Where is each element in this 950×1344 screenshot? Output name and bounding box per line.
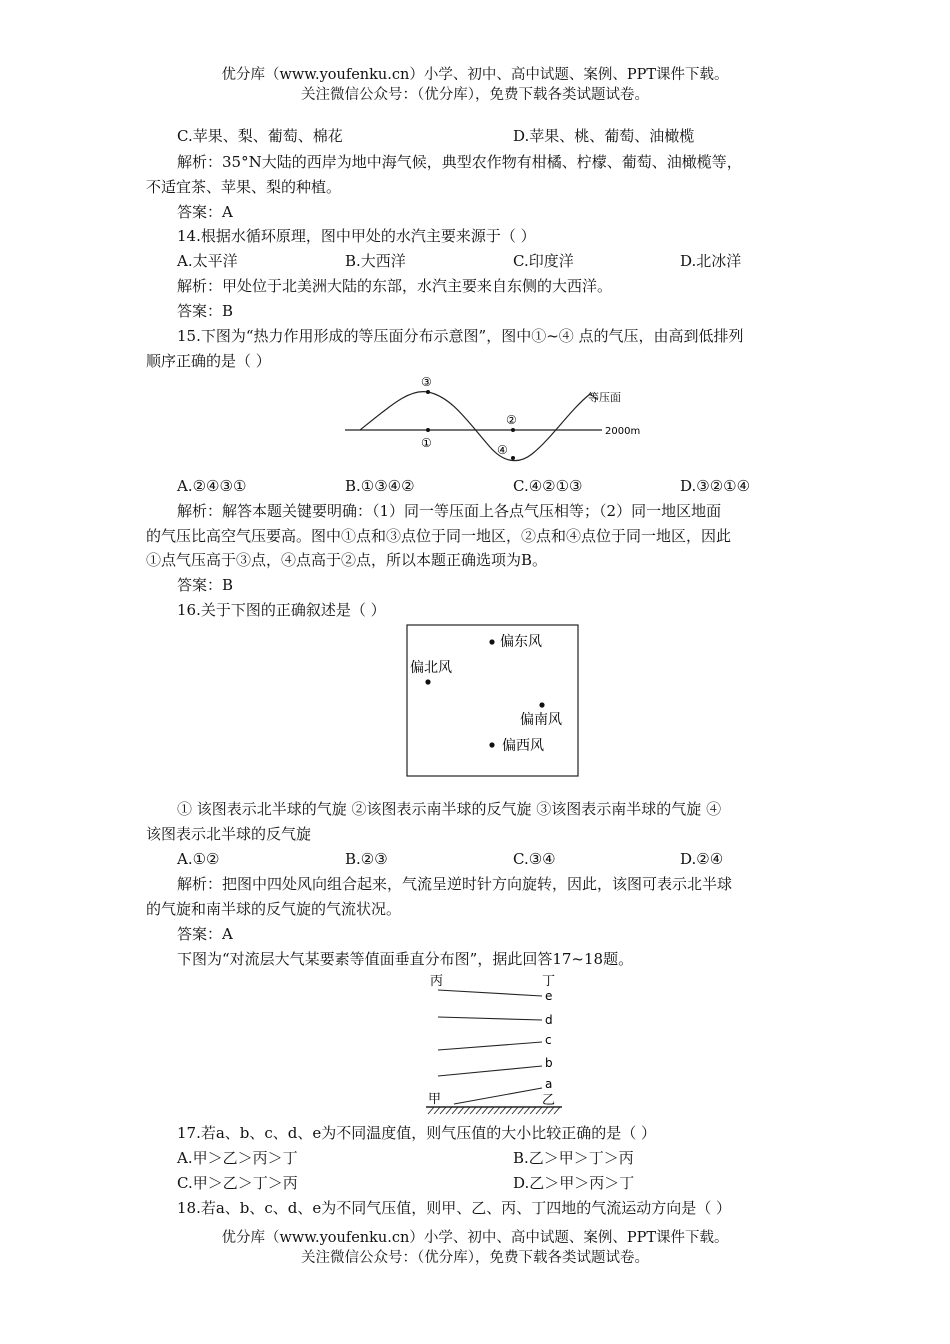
isobar-curve <box>360 392 590 461</box>
q17-option-c: C.甲＞乙＞丁＞丙 <box>177 1174 298 1192</box>
page-header-line-2: 关注微信公众号：（优分库），免费下载各类试题试卷。 <box>301 87 649 103</box>
wind-box-frame <box>407 625 578 776</box>
q14-option-c: C.印度洋 <box>513 252 574 270</box>
q17-option-d: D.乙＞甲＞丙＞丁 <box>513 1174 635 1192</box>
west-wind-dot <box>489 742 494 747</box>
ground-hatching <box>428 1107 560 1114</box>
isoline-c <box>438 1042 542 1050</box>
q14-option-d: D.北冰洋 <box>680 252 742 270</box>
point-3-label: ③ <box>421 375 432 389</box>
page-header-line-1: 优分库（www.youfenku.cn）小学、初中、高中试题、案例、PPT课件下载。 <box>221 67 729 83</box>
point-2-label: ② <box>506 413 517 427</box>
q16-answer: 答案：A <box>177 925 233 943</box>
point-1-label: ① <box>421 436 432 450</box>
q13-analysis-line-2: 不适宜茶、苹果、梨的种植。 <box>146 178 342 196</box>
label-c: c <box>545 1033 552 1047</box>
north-wind-label: 偏北风 <box>410 660 452 676</box>
west-wind-label: 偏西风 <box>502 738 544 754</box>
label-d: d <box>545 1013 553 1027</box>
q16-option-a: A.①② <box>177 850 220 868</box>
q14-option-a: A.太平洋 <box>177 252 238 270</box>
isoline-vertical-diagram <box>424 970 570 1118</box>
label-e: e <box>545 989 553 1003</box>
isoline-b <box>438 1066 542 1076</box>
q15-stem-line-2: 顺序正确的是（ ） <box>146 352 271 370</box>
ding-label: 丁 <box>542 974 556 989</box>
isoline-a <box>454 1088 542 1104</box>
page-footer-line-2: 关注微信公众号：（优分库），免费下载各类试题试卷。 <box>301 1250 649 1266</box>
isoline-e <box>438 990 542 996</box>
page-footer-line-1: 优分库（www.youfenku.cn）小学、初中、高中试题、案例、PPT课件下载。 <box>221 1230 729 1246</box>
east-wind-dot <box>489 639 494 644</box>
q15-option-b: B.①③④② <box>345 477 415 495</box>
q15-analysis-line-3: ①点气压高于③点，④点高于②点，所以本题正确选项为B。 <box>146 551 548 569</box>
east-wind-label: 偏东风 <box>500 634 542 650</box>
q13-analysis-line-1: 解析：35°N大陆的西岸为地中海气候，典型农作物有柑橘、柠檬、葡萄、油橄榄等， <box>177 153 742 171</box>
isobar-label: 等压面 <box>588 391 621 404</box>
q16-analysis-line-2: 的气旋和南半球的反气旋的气流状况。 <box>146 900 402 918</box>
q17-option-b: B.乙＞甲＞丁＞丙 <box>513 1149 634 1167</box>
isobar-diagram <box>340 372 660 470</box>
label-a: a <box>545 1077 553 1091</box>
q15-answer: 答案：B <box>177 576 234 594</box>
q16-statements-line-2: 该图表示北半球的反气旋 <box>146 825 312 843</box>
south-wind-dot <box>539 702 544 707</box>
bing-label: 丙 <box>430 974 444 989</box>
q16-option-b: B.②③ <box>345 850 388 868</box>
isoline-d <box>438 1017 542 1020</box>
point-2-dot <box>511 428 515 432</box>
point-4-dot <box>511 456 515 460</box>
yi-label: 乙 <box>542 1093 556 1108</box>
q18-stem: 18.若a、b、c、d、e为不同气压值，则甲、乙、丙、丁四地的气流运动方向是（ ） <box>177 1199 732 1217</box>
q17-stem: 17.若a、b、c、d、e为不同温度值，则气压值的大小比较正确的是（ ） <box>177 1124 657 1142</box>
point-3-dot <box>426 390 430 394</box>
q14-answer: 答案：B <box>177 302 234 320</box>
q15-option-d: D.③②①④ <box>680 477 751 495</box>
q15-analysis-line-2: 的气压比高空气压要高。图中①点和③点位于同一地区，②点和④点位于同一地区，因此 <box>146 527 732 545</box>
q17-option-a: A.甲＞乙＞丙＞丁 <box>177 1149 298 1167</box>
point-1-dot <box>426 428 430 432</box>
q13-option-d: D.苹果、桃、葡萄、油橄榄 <box>513 127 695 145</box>
height-label: 2000m <box>605 426 641 437</box>
q13-option-c: C.苹果、梨、葡萄、棉花 <box>177 127 343 145</box>
label-b: b <box>545 1056 553 1070</box>
south-wind-label: 偏南风 <box>520 712 562 728</box>
q15-option-a: A.②④③① <box>177 477 247 495</box>
north-wind-dot <box>425 679 430 684</box>
q13-answer: 答案：A <box>177 203 233 221</box>
q16-statements-line-1: ① 该图表示北半球的气旋 ②该图表示南半球的反气旋 ③该图表示南半球的气旋 ④ <box>177 800 722 818</box>
q16-stem: 16.关于下图的正确叙述是（ ） <box>177 601 386 619</box>
q15-option-c: C.④②①③ <box>513 477 583 495</box>
jia-label: 甲 <box>428 1092 442 1107</box>
q16-analysis-line-1: 解析：把图中四处风向组合起来，气流呈逆时针方向旋转，因此，该图可表示北半球 <box>177 875 733 893</box>
q14-option-b: B.大西洋 <box>345 252 406 270</box>
q15-stem-line-1: 15.下图为“热力作用形成的等压面分布示意图”，图中①~④ 点的气压，由高到低排列 <box>177 327 744 345</box>
q16-option-c: C.③④ <box>513 850 556 868</box>
q16-option-d: D.②④ <box>680 850 724 868</box>
q15-analysis-line-1: 解析：解答本题关键要明确：（1）同一等压面上各点气压相等；（2）同一地区地面 <box>177 502 722 520</box>
wind-box-diagram <box>406 624 580 778</box>
q14-analysis: 解析：甲处位于北美洲大陆的东部，水汽主要来自东侧的大西洋。 <box>177 277 613 295</box>
q14-stem: 14.根据水循环原理，图中甲处的水汽主要来源于（ ） <box>177 227 536 245</box>
q17-18-intro: 下图为“对流层大气某要素等值面垂直分布图”，据此回答17~18题。 <box>177 950 634 968</box>
point-4-label: ④ <box>497 443 508 457</box>
